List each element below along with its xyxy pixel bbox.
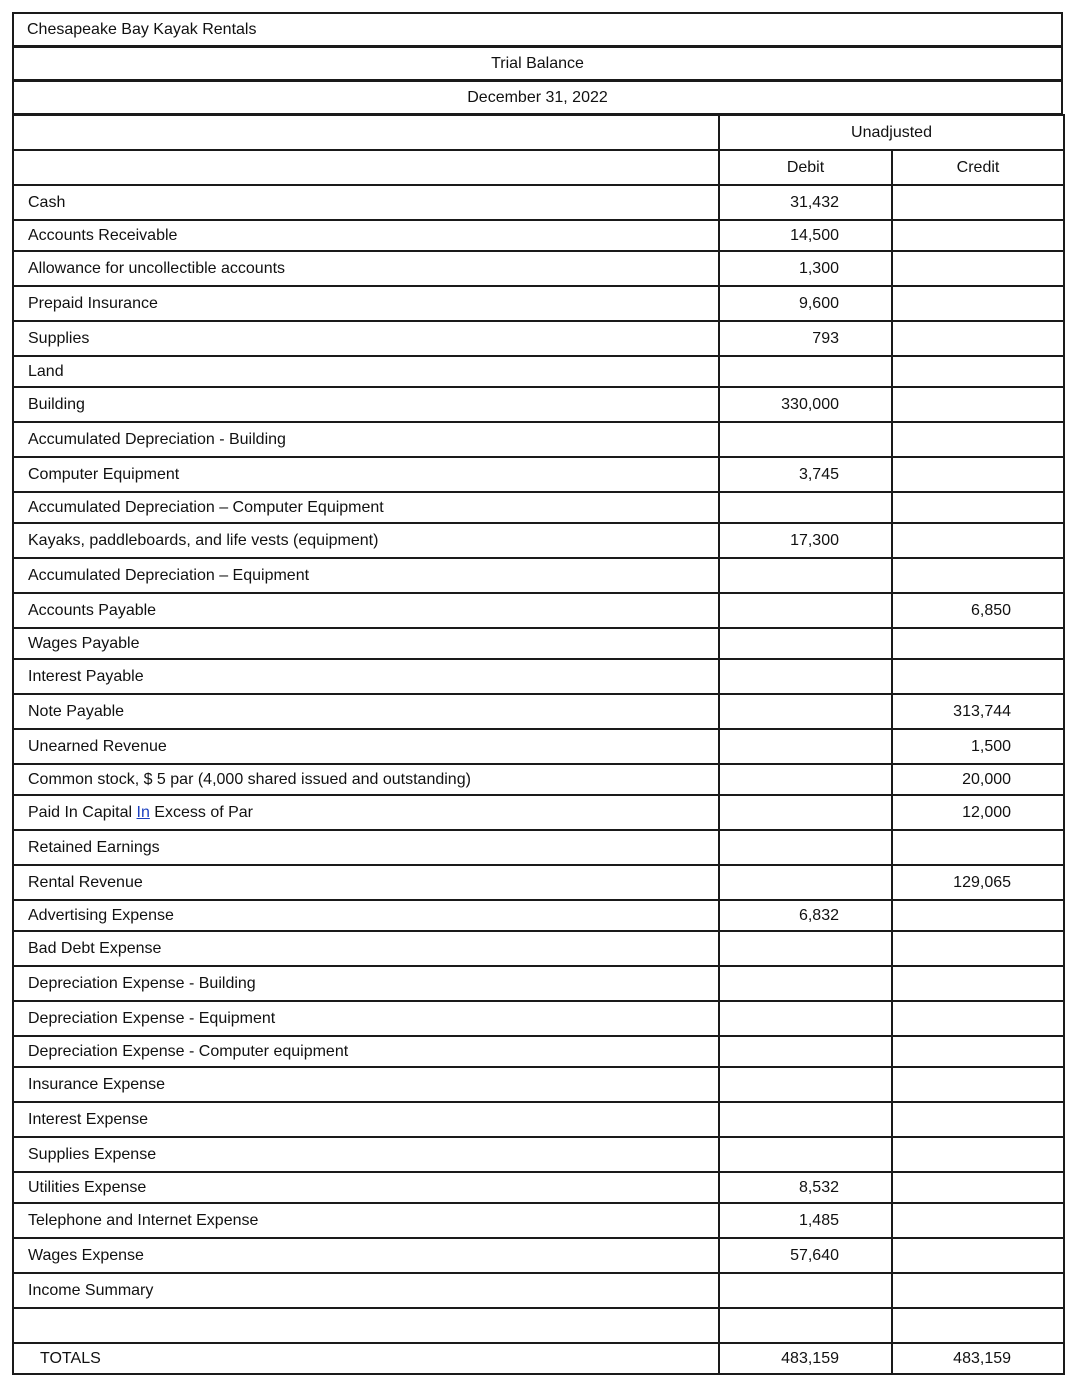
credit-cell <box>892 628 1064 659</box>
account-name: Depreciation Expense - Building <box>13 966 719 1001</box>
table-row <box>13 492 1064 523</box>
debit-cell <box>719 931 892 966</box>
debit-cell <box>719 659 892 694</box>
debit-cell: 17,300 <box>719 523 892 558</box>
spellcheck-underlined-word: In <box>136 803 150 821</box>
debit-cell <box>719 558 892 593</box>
debit-header: Debit <box>719 150 892 185</box>
account-name: Bad Debt Expense <box>13 931 719 966</box>
blank-header-cell <box>13 150 719 185</box>
debit-cell <box>719 865 892 900</box>
table-row <box>13 251 1064 286</box>
account-name: Rental Revenue <box>13 865 719 900</box>
credit-cell <box>892 966 1064 1001</box>
account-name: Utilities Expense <box>13 1172 719 1203</box>
table-row <box>13 628 1064 659</box>
table-row <box>13 356 1064 387</box>
account-name: Advertising Expense <box>13 900 719 931</box>
account-name: Depreciation Expense - Computer equipment <box>13 1036 719 1067</box>
table-row <box>13 523 1064 558</box>
debit-cell <box>719 966 892 1001</box>
credit-cell: 12,000 <box>892 795 1064 830</box>
account-name: Interest Expense <box>13 1102 719 1137</box>
company-name: Chesapeake Bay Kayak Rentals <box>27 20 257 38</box>
debit-cell: 1,485 <box>719 1203 892 1238</box>
credit-cell <box>892 1273 1064 1308</box>
debit-cell <box>719 422 892 457</box>
account-name: Land <box>13 356 719 387</box>
credit-cell <box>892 1172 1064 1203</box>
account-name: Insurance Expense <box>13 1067 719 1102</box>
credit-cell <box>892 1238 1064 1273</box>
table-row <box>13 1001 1064 1036</box>
account-name: Note Payable <box>13 694 719 729</box>
debit-cell: 330,000 <box>719 387 892 422</box>
credit-cell <box>892 286 1064 321</box>
account-name: Income Summary <box>13 1273 719 1308</box>
unadjusted-header: Unadjusted <box>719 115 1064 150</box>
table-row <box>13 185 1064 220</box>
table-row <box>13 593 1064 628</box>
credit-cell <box>892 523 1064 558</box>
blank-header-cell <box>13 115 719 150</box>
totals-label: TOTALS <box>13 1343 719 1374</box>
debit-cell <box>719 1067 892 1102</box>
table-row <box>13 900 1064 931</box>
table-row <box>13 387 1064 422</box>
table-row <box>13 457 1064 492</box>
credit-cell <box>892 1067 1064 1102</box>
debit-cell <box>719 1102 892 1137</box>
table-row <box>13 729 1064 764</box>
credit-cell <box>892 659 1064 694</box>
debit-cell: 8,532 <box>719 1172 892 1203</box>
debit-cell: 31,432 <box>719 185 892 220</box>
account-name: Wages Expense <box>13 1238 719 1273</box>
table-row <box>13 931 1064 966</box>
debit-cell: 793 <box>719 321 892 356</box>
trial-balance-sheet <box>12 12 1063 1388</box>
credit-cell <box>892 387 1064 422</box>
table-row <box>13 558 1064 593</box>
table-row <box>13 1102 1064 1137</box>
account-name: Prepaid Insurance <box>13 286 719 321</box>
debit-cell <box>719 694 892 729</box>
credit-cell <box>892 1308 1064 1343</box>
credit-cell <box>892 900 1064 931</box>
debit-cell <box>719 492 892 523</box>
debit-cell <box>719 1273 892 1308</box>
credit-cell: 6,850 <box>892 593 1064 628</box>
table-row <box>13 1036 1064 1067</box>
account-name <box>13 1308 719 1343</box>
debit-cell <box>719 1036 892 1067</box>
column-header-row <box>13 150 1064 185</box>
report-date: December 31, 2022 <box>467 88 608 106</box>
totals-credit: 483,159 <box>892 1343 1064 1374</box>
account-name: Paid In Capital In Excess of Par <box>13 795 719 830</box>
table-row <box>13 422 1064 457</box>
credit-cell <box>892 931 1064 966</box>
table-row <box>13 865 1064 900</box>
title-row <box>12 46 1063 81</box>
table-row <box>13 286 1064 321</box>
table-row <box>13 321 1064 356</box>
account-name: Supplies Expense <box>13 1137 719 1172</box>
debit-cell <box>719 356 892 387</box>
credit-cell: 1,500 <box>892 729 1064 764</box>
company-row <box>12 12 1063 47</box>
debit-cell <box>719 593 892 628</box>
debit-cell <box>719 795 892 830</box>
account-name: Common stock, $ 5 par (4,000 shared issued and outstanding) <box>13 764 719 795</box>
table-row <box>13 830 1064 865</box>
credit-cell <box>892 1137 1064 1172</box>
table-row <box>13 764 1064 795</box>
credit-cell <box>892 830 1064 865</box>
debit-cell: 6,832 <box>719 900 892 931</box>
table-row <box>13 1067 1064 1102</box>
account-name: Retained Earnings <box>13 830 719 865</box>
credit-cell <box>892 321 1064 356</box>
credit-cell <box>892 251 1064 286</box>
table-row <box>13 1137 1064 1172</box>
accounts-table <box>12 114 1065 1375</box>
table-row <box>13 966 1064 1001</box>
report-title: Trial Balance <box>491 54 584 72</box>
credit-cell <box>892 220 1064 251</box>
debit-cell <box>719 729 892 764</box>
account-name: Accumulated Depreciation – Computer Equipment <box>13 492 719 523</box>
table-row <box>13 1238 1064 1273</box>
account-name: Allowance for uncollectible accounts <box>13 251 719 286</box>
credit-cell <box>892 457 1064 492</box>
debit-cell: 14,500 <box>719 220 892 251</box>
debit-cell <box>719 1137 892 1172</box>
table-row <box>13 659 1064 694</box>
account-name: Accumulated Depreciation – Equipment <box>13 558 719 593</box>
account-name: Accumulated Depreciation - Building <box>13 422 719 457</box>
totals-row <box>13 1343 1064 1374</box>
table-row <box>13 1308 1064 1343</box>
credit-cell <box>892 356 1064 387</box>
credit-cell <box>892 1036 1064 1067</box>
credit-cell <box>892 422 1064 457</box>
debit-cell <box>719 1308 892 1343</box>
account-name: Cash <box>13 185 719 220</box>
account-name: Kayaks, paddleboards, and life vests (equipment) <box>13 523 719 558</box>
credit-cell: 129,065 <box>892 865 1064 900</box>
credit-cell <box>892 185 1064 220</box>
table-row <box>13 1203 1064 1238</box>
account-name: Accounts Payable <box>13 593 719 628</box>
account-name: Supplies <box>13 321 719 356</box>
table-row <box>13 220 1064 251</box>
credit-cell <box>892 558 1064 593</box>
table-row <box>13 795 1064 830</box>
table-row <box>13 694 1064 729</box>
credit-header: Credit <box>892 150 1064 185</box>
totals-debit: 483,159 <box>719 1343 892 1374</box>
debit-cell: 1,300 <box>719 251 892 286</box>
debit-cell <box>719 764 892 795</box>
account-name: Depreciation Expense - Equipment <box>13 1001 719 1036</box>
debit-cell: 57,640 <box>719 1238 892 1273</box>
group-header-row <box>13 115 1064 150</box>
table-row <box>13 1273 1064 1308</box>
debit-cell <box>719 830 892 865</box>
credit-cell <box>892 492 1064 523</box>
credit-cell: 313,744 <box>892 694 1064 729</box>
account-name: Interest Payable <box>13 659 719 694</box>
account-name: Accounts Receivable <box>13 220 719 251</box>
account-name: Unearned Revenue <box>13 729 719 764</box>
credit-cell <box>892 1001 1064 1036</box>
account-name: Telephone and Internet Expense <box>13 1203 719 1238</box>
debit-cell: 9,600 <box>719 286 892 321</box>
account-name: Computer Equipment <box>13 457 719 492</box>
account-name: Wages Payable <box>13 628 719 659</box>
debit-cell <box>719 628 892 659</box>
credit-cell <box>892 1102 1064 1137</box>
debit-cell <box>719 1001 892 1036</box>
debit-cell: 3,745 <box>719 457 892 492</box>
table-row <box>13 1172 1064 1203</box>
account-name: Building <box>13 387 719 422</box>
credit-cell: 20,000 <box>892 764 1064 795</box>
credit-cell <box>892 1203 1064 1238</box>
date-row <box>12 80 1063 115</box>
